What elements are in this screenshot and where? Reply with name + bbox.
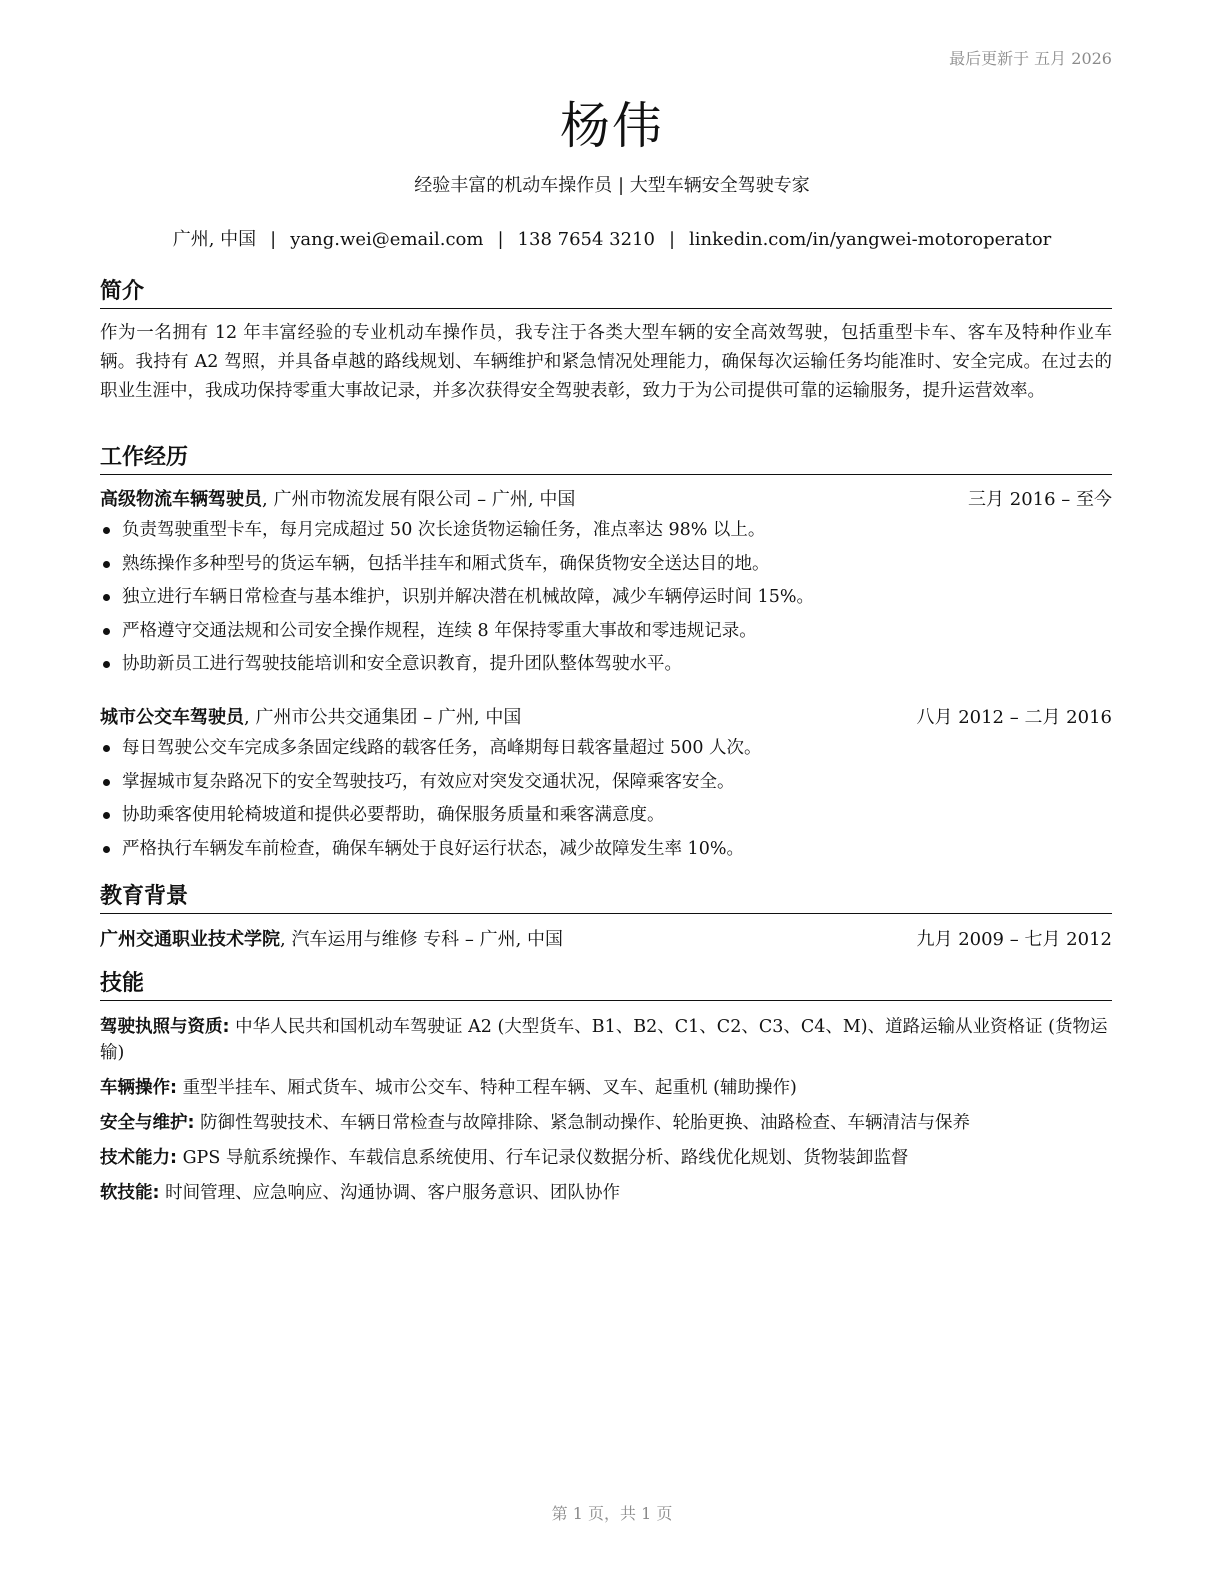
education-detail: , 汽车运用与维修 专科 – 广州, 中国 [280,929,564,950]
skill-text: 时间管理、应急响应、沟通协调、客户服务意识、团队协作 [159,1183,621,1203]
education-entry [100,928,1112,952]
list-item [100,581,1112,615]
resume-name: 杨伟 [560,97,664,155]
job-org: , 广州市公共交通集团 – 广州, 中国 [244,707,522,728]
job-dates: 八月 2012 – 二月 2016 [916,707,1112,728]
job-header [100,488,1112,512]
job-role: 高级物流车辆驾驶员 [100,489,262,510]
bullet-icon [103,628,110,635]
list-item [100,799,1112,833]
section-title-education: 教育背景 [100,883,1112,914]
bullet-icon [103,779,110,786]
bullet-icon [103,561,110,568]
skill-label: 安全与维护: [100,1113,195,1133]
contact-location: 广州, 中国 [172,229,257,250]
contact-separator: | [668,229,676,250]
skill-label: 驾驶执照与资质: [100,1017,230,1037]
skill-item [100,1075,1112,1101]
education-school: 广州交通职业技术学院 [100,929,280,950]
bullet-text: 每日驾驶公交车完成多条固定线路的载客任务，高峰期每日载客量超过 500 人次。 [122,738,762,758]
list-item [100,648,1112,682]
bullet-icon [103,846,110,853]
bullet-icon [103,594,110,601]
page-footer: 第 1 页，共 1 页 [551,1504,673,1523]
bullet-icon [103,661,110,668]
job-header [100,706,1112,730]
bullet-text: 严格执行车辆发车前检查，确保车辆处于良好运行状态，减少故障发生率 10%。 [122,838,744,859]
job-title-line [100,707,521,728]
bullet-text: 独立进行车辆日常检查与基本维护，识别并解决潜在机械故障，减少车辆停运时间 15%。 [122,587,814,608]
job-bullets [100,514,1112,682]
skill-item [100,1110,1112,1136]
skill-label: 技术能力: [100,1148,177,1168]
skill-text: 防御性驾驶技术、车辆日常检查与故障排除、紧急制动操作、轮胎更换、油路检查、车辆清洁与保养 [194,1113,971,1133]
job-dates: 三月 2016 – 至今 [968,489,1112,510]
contact-separator: | [270,229,277,250]
bullet-text: 负责驾驶重型卡车，每月完成超过 50 次长途货物运输任务，准点率达 98% 以上。 [122,520,766,540]
summary-paragraph: 作为一名拥有 12 年丰富经验的专业机动车操作员，我专注于各类大型车辆的安全高效驾驶，包括重型卡车、客车及特种作业车辆。我持有 A2 驾照，并具备卓越的路线规划、车辆维护和紧急情况处理能力，确保每次运输任务均能准时、安全完成。在过去的职业生涯中，我成功保持零重大事故记录，并多次获得安全驾驶表彰，致力于为公司提供可靠的运输服务，提升运营效率。 [100,323,1112,401]
list-item [100,514,1112,548]
contact-email[interactable]: yang.wei@email.com [290,229,484,250]
bullet-text: 协助乘客使用轮椅坡道和提供必要帮助，确保服务质量和乘客满意度。 [122,805,665,826]
skill-label: 软技能: [100,1183,160,1203]
skill-item [100,1180,1112,1206]
bullet-icon [103,745,110,752]
section-title-skills: 技能 [100,970,1112,1001]
skill-item [100,1145,1112,1171]
job-bullets [100,732,1112,866]
skill-text: GPS 导航系统操作、车载信息系统使用、行车记录仪数据分析、路线优化规划、货物装卸监督 [177,1148,909,1168]
job-role: 城市公交车驾驶员 [100,707,244,728]
bullet-text: 严格遵守交通法规和公司安全操作规程，连续 8 年保持零重大事故和零违规记录。 [122,620,757,641]
resume-headline: 经验丰富的机动车操作员 | 大型车辆安全驾驶专家 [414,175,810,196]
bullet-text: 协助新员工进行驾驶技能培训和安全意识教育，提升团队整体驾驶水平。 [122,654,682,675]
last-updated: 最后更新于 五月 2026 [949,49,1112,68]
list-item [100,732,1112,766]
skill-label: 车辆操作: [100,1078,177,1098]
list-item [100,833,1112,867]
section-title-experience: 工作经历 [100,444,1112,475]
contact-line [0,225,1224,251]
bullet-text: 掌握城市复杂路况下的安全驾驶技巧，有效应对突发交通状况，保障乘客安全。 [122,771,735,792]
bullet-icon [103,812,110,819]
skill-item [100,1014,1112,1066]
education-dates: 九月 2009 – 七月 2012 [916,929,1112,950]
skill-text: 重型半挂车、厢式货车、城市公交车、特种工程车辆、叉车、起重机 (辅助操作) [177,1078,797,1098]
job-org: , 广州市物流发展有限公司 – 广州, 中国 [262,489,576,510]
contact-phone: 138 7654 3210 [517,229,655,250]
education-line [100,929,563,950]
list-item [100,548,1112,582]
job-title-line [100,489,575,510]
bullet-icon [103,527,110,534]
list-item [100,766,1112,800]
skill-text: 中华人民共和国机动车驾驶证 A2 (大型货车、B1、B2、C1、C2、C3、C4、M)、道路运输从业资格证 (货物运输) [100,1017,1108,1063]
section-title-summary: 简介 [100,278,1112,309]
contact-separator: | [497,229,504,250]
contact-linkedin[interactable]: linkedin.com/in/yangwei-motoroperator [689,229,1052,250]
bullet-text: 熟练操作多种型号的货运车辆，包括半挂车和厢式货车，确保货物安全送达目的地。 [122,553,770,574]
list-item [100,615,1112,649]
